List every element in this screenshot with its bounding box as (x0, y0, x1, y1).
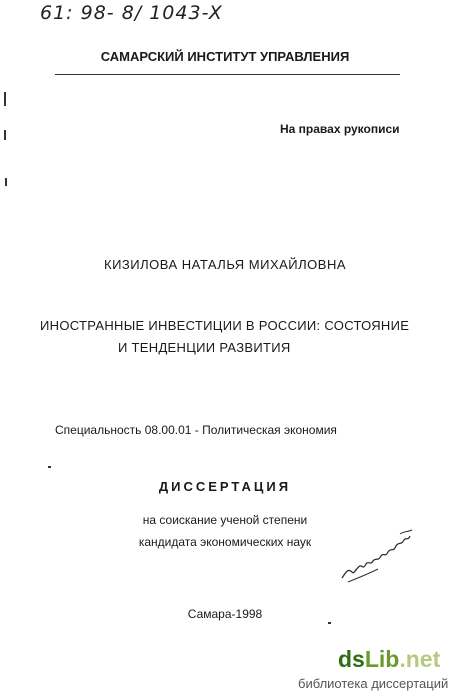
scan-dot (48, 466, 51, 468)
work-type-heading: ДИССЕРТАЦИЯ (158, 479, 292, 494)
watermark-logo-lib: Lib (364, 646, 400, 672)
degree-purpose-line2: кандидата экономических наук (138, 535, 312, 549)
degree-purpose-line1: на соискание ученой степени (142, 513, 308, 527)
handwritten-signature (338, 528, 418, 586)
scan-dot (328, 622, 331, 624)
watermark-logo-ds: ds (338, 646, 365, 672)
author-name: КИЗИЛОВА НАТАЛЬЯ МИХАЙЛОВНА (104, 257, 346, 272)
speciality-line: Специальность 08.00.01 - Политическая экономия (55, 423, 337, 437)
margin-mark (5, 178, 7, 186)
watermark-logo-net: .net (399, 646, 441, 672)
handwritten-archive-code: 61: 98- 8/ 1043-X (40, 2, 223, 24)
institute-name: САМАРСКИЙ ИНСТИТУТ УПРАВЛЕНИЯ (100, 49, 350, 64)
dissertation-title-line2: И ТЕНДЕНЦИИ РАЗВИТИЯ (118, 340, 291, 355)
place-and-year: Самара-1998 (187, 607, 263, 621)
margin-mark (4, 130, 6, 140)
dslib-watermark-logo (338, 646, 440, 672)
watermark-caption: библиотека диссертаций (298, 676, 449, 691)
dissertation-title-line1: ИНОСТРАННЫЕ ИНВЕСТИЦИИ В РОССИИ: СОСТОЯНИЕ (40, 318, 410, 333)
margin-mark (4, 92, 6, 106)
manuscript-rights-note: На правах рукописи (280, 122, 400, 136)
header-rule (55, 74, 400, 75)
